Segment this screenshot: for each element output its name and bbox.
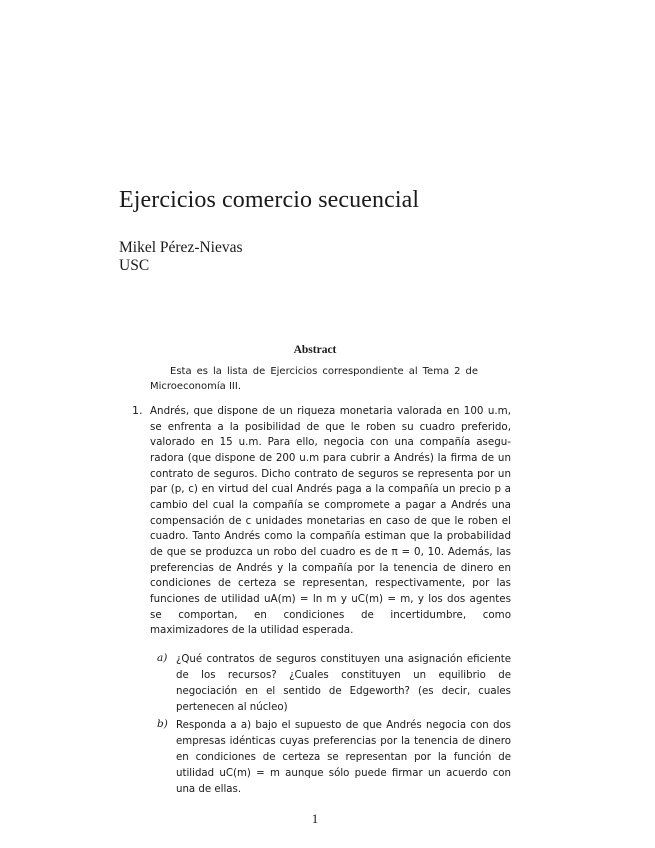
subquestion-a-text: ¿Qué contratos de seguros constituyen una asignación eficiente de los recursos? ¿Cuales constituyen un equilibrio de negociación en el sentido de Edgeworth? (es decir, cuales pertenecen al núcleo) (176, 654, 511, 713)
subquestion-a-label: a) (157, 652, 168, 664)
exercise-text: Andrés, que dispone de un riqueza monetaria valorada en 100 u.m, se enfrenta a la posibilidad de que le roben su cuadro preferido, valorado en 15 u.m. Para ello, negocia con una compañía aseguradora (que dispone de 200 u.m para cubrir a Andrés) la firma de un contrato de seguros. Dicho contrato de seguros se representa por un par (p, c) en virtud del cual Andrés paga a la compañía un precio p a cambio del cual la compañía se compromete a pagar a Andrés una compensación de c unidades monetarias en caso de que le roben el cuadro. Tanto Andrés como la compañía estiman que la probabilidad de que se produzca un robo del cuadro es de π = 0, 10. Además, las preferencias de Andrés y la compañía por la tenencia de dinero en condiciones de certeza se representan, respectivamente, por las funciones de utilidad uA(m) = ln m y uC(m) = m, y los dos agentes se comportan, en condiciones de incertidumbre, como maximizadores de la utilidad esperada. (150, 405, 511, 637)
exercise-number: 1. (132, 404, 143, 417)
author-block (119, 239, 243, 275)
page-number: 1 (311, 811, 319, 826)
document-title: Ejercicios comercio secuencial (119, 187, 420, 213)
subquestion-b-text: Responda a a) bajo el supuesto de que Andrés negocia con dos empresas idénticas cuyas preferencias por la tenencia de dinero en condiciones de certeza se representan por la función de utilidad uC(m) = m aunque sólo puede firmar un acuerdo con una de ellas. (176, 720, 511, 795)
author-affiliation: USC (119, 257, 150, 274)
abstract-heading: Abstract (293, 344, 337, 356)
subquestion-b-label: b) (157, 718, 168, 730)
author-name: Mikel Pérez-Nievas (119, 239, 243, 256)
abstract-text: Esta es la lista de Ejercicios correspondiente al Tema 2 de Microeconomía III. (150, 366, 478, 392)
